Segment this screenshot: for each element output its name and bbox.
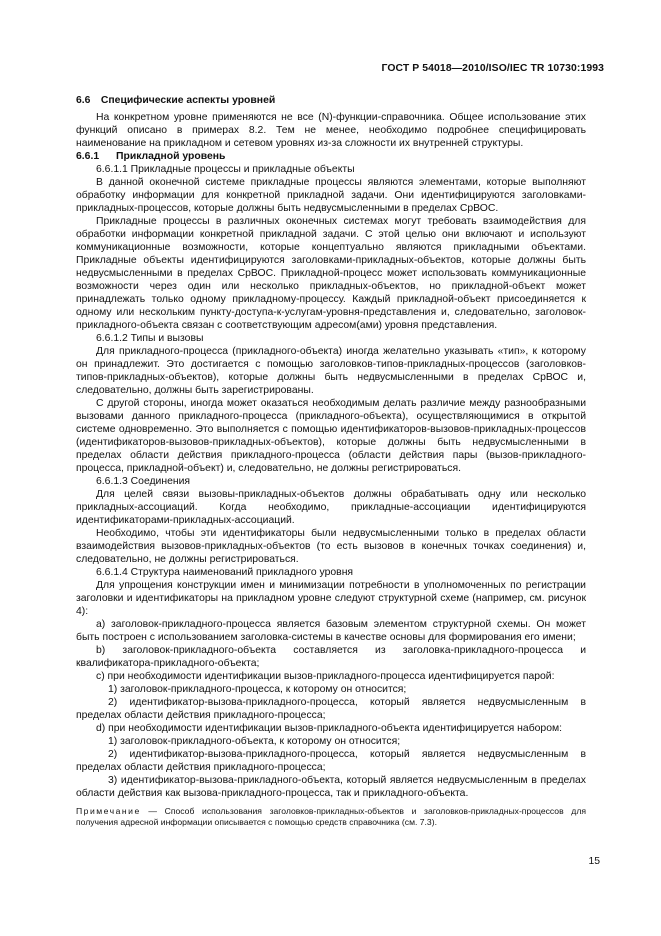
list-item-a: a) заголовок-прикладного-процесса является базовым элементом структурной схемы. Он может быть построен с использованием заголовка-системы в качестве основы для формирования его имени; [76, 619, 586, 643]
note [76, 806, 586, 828]
list-item-d: d) при необходимости идентификации вызов-прикладного-объекта идентифицируется набором: [96, 723, 563, 734]
subsection-number: 6.6.1 [76, 151, 100, 162]
list-item-d-2: 2) идентификатор-вызова-прикладного-процесса, который является недвусмысленным в пределах области действия прикладного-процесса; [76, 749, 586, 773]
clause-6611-paragraph-2: Прикладные процессы в различных оконечных системах могут требовать взаимодействия для обработки информации конкретной прикладной задачи. С этой целью они включают и используют коммуникационные возможности, которые концептуально являются прикладными объектами. Прикладные объекты идентифицируются заголовками-прикладных-объектов, которые должны быть недвусмысленными в пределах СрВОС. Прикладной-процесс может использовать коммуникационные возможности через один или несколько прикладных-объектов, но прикладной-объект может принадлежать только одному прикладному-процессу. Каждый прикладной-объект присоединяется к одному или нескольким пункту-доступа-к-услугам-уровня-представления и, следовательно, заголовок-прикладного-объекта связан с соответствующим адресом(ами) уровня представления. [76, 216, 586, 331]
page-number: 15 [588, 856, 600, 867]
subsection-title: Прикладной уровень [116, 151, 226, 162]
clause-6611-title: 6.6.1.1 Прикладные процессы и прикладные объекты [96, 164, 355, 175]
list-item-c: c) при необходимости идентификации вызов-прикладного-процесса идентифицируется парой: [96, 671, 555, 682]
clause-6614-paragraph-1: Для упрощения конструкции имен и минимизации потребности в уполномоченных по регистрации заголовки и идентификаторы на прикладном уровне следуют структурной схеме (например, см. рисунок 4): [76, 580, 586, 617]
section-heading [76, 94, 586, 107]
list-item-d-3: 3) идентификатор-вызова-прикладного-объекта, который является недвусмысленным в пределах области действия как вызова-прикладного-процесса, так и прикладного-объекта. [76, 775, 586, 799]
section-number: 6.6 [76, 95, 91, 106]
clause-6611-paragraph-1: В данной оконечной системе прикладные процессы являются элементами, которые выполняют обработку информации для конкретной прикладной задачи. Они идентифицируются заголовками-прикладных-процессов, которые должны быть недвусмысленными в пределах СрВОС. [76, 177, 586, 214]
clause-6613-title: 6.6.1.3 Соединения [96, 476, 191, 487]
clause-6613-paragraph-2: Необходимо, чтобы эти идентификаторы были недвусмысленными только в пределах области взаимодействия вызовов-прикладных-объектов (то есть вызовов в конечных точках соединения) и, следовательно, не должны регистрироваться. [76, 528, 586, 565]
list-item-d-1: 1) заголовок-прикладного-объекта, к которому он относится; [108, 736, 401, 747]
clause-6612-title: 6.6.1.2 Типы и вызовы [96, 333, 204, 344]
note-text: — Способ использования заголовков-прикладных-объектов и заголовков-прикладных-процессов для получения адресной информации описывается с помощью средств справочника (см. 7.3). [76, 806, 586, 827]
document-header: ГОСТ Р 54018—2010/ISO/IEC TR 10730:1993 [381, 63, 604, 74]
subsection-heading [76, 150, 586, 163]
page-body [76, 94, 586, 837]
clause-6612-paragraph-2: С другой стороны, иногда может оказаться необходимым делать различие между разнообразными вызовами данного прикладного-процесса (прикладного-объекта), осуществляющимися в открытой системе одновременно. Это выполняется с помощью идентификаторов-вызовов-прикладных-процессов (идентификаторов-вызовов-прикладных-объектов), которые должны быть недвусмысленными в пределах области действия прикладного-процесса (области действия пары (вызов-прикладного-процесса, прикладной-объект) и, следовательно, не должны регистрироваться. [76, 398, 586, 474]
list-item-c-1: 1) заголовок-прикладного-процесса, к которому он относится; [108, 684, 407, 695]
section-title: Специфические аспекты уровней [100, 95, 276, 106]
section-intro: На конкретном уровне применяются не все (N)-функции-справочника. Общее использование этих функций описано в примерах 8.2. Тем не менее, необходимо подробнее специфицировать наименование на прикладном и сетевом уровнях из-за сложности их внутренней структуры. [76, 112, 586, 149]
note-label: Примечание [76, 806, 141, 816]
clause-6614-title: 6.6.1.4 Структура наименований прикладного уровня [96, 567, 354, 578]
list-item-c-2: 2) идентификатор-вызова-прикладного-процесса, который является недвусмысленным в пределах области действия прикладного-процесса; [76, 697, 586, 721]
list-item-b: b) заголовок-прикладного-объекта составляется из заголовка-прикладного-процесса и квалификатора-прикладного-объекта; [76, 645, 586, 669]
clause-6613-paragraph-1: Для целей связи вызовы-прикладных-объектов должны обрабатывать одну или несколько прикладных-ассоциаций. Когда необходимо, прикладные-ассоциации идентифицируются идентификаторами-прикладных-ассоциаций. [76, 489, 586, 526]
clause-6612-paragraph-1: Для прикладного-процесса (прикладного-объекта) иногда желательно указывать «тип», к которому он принадлежит. Это достигается с помощью заголовков-типов-прикладных-процессов (заголовков-типов-прикладных-объектов), которые должны быть недвусмысленными в пределах СрВОС и, следовательно, должны быть зарегистрированы. [76, 346, 586, 396]
